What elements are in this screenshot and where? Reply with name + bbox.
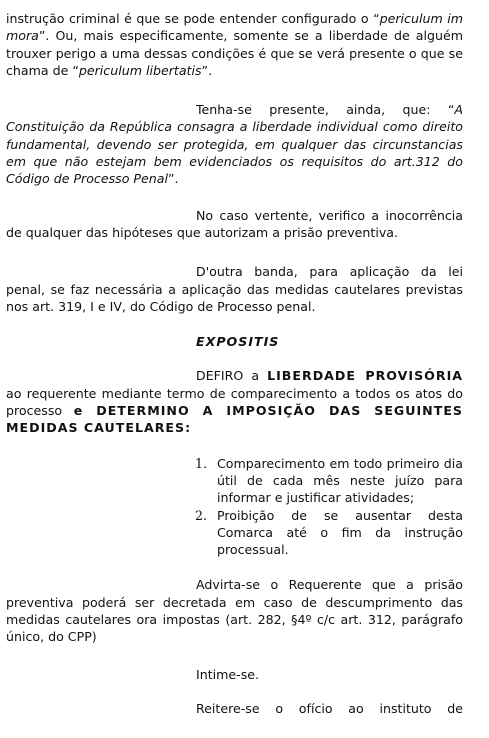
heading-text: EXPOSITIS bbox=[196, 334, 280, 350]
paragraph-advirta: Advirta-se o Requerente que a prisão preventiva poderá ser decretada em caso de descumprimento das medidas cautelares ora impostas (art. 282, §4º c/c art. 312, parágrafo único, do CPP) bbox=[6, 577, 463, 645]
list-number: 1. bbox=[195, 455, 208, 471]
list-text: Comparecimento em todo primeiro dia útil de cada mês neste juízo para informar e justificar atividades; bbox=[217, 455, 463, 506]
text-run: ”. Ou, mais especificamente, somente se a liberdade de alguém trouxer perigo a uma dessas condições é que se verá presente o que se chama de “ bbox=[6, 28, 463, 78]
italic-quote: A Constituição da República consagra a liberdade individual como direito fundamental, devendo ser protegida, em qualquer das circunstancias em que não estejam bem evidenciados os requisitos do art.312 do Código de Processo Penal bbox=[6, 102, 463, 187]
paragraph-intime: Intime-se. bbox=[196, 666, 260, 682]
paragraph-caso-vertente: No caso vertente, verifico a inocorrência de qualquer das hipóteses que autorizam a prisão preventiva. bbox=[6, 207, 463, 240]
text-run: ”. bbox=[167, 171, 179, 187]
bold-term: e DETERMINO A IMPOSIÇÃO DAS SEGUINTES MEDIDAS CAUTELARES: bbox=[6, 403, 463, 436]
list-text: Proibição de se ausentar desta Comarca até o fim da instrução processual. bbox=[217, 507, 463, 558]
list-item bbox=[195, 507, 463, 559]
text-run: Tenha-se presente, ainda, que: “ bbox=[196, 102, 455, 118]
paragraph-defiro bbox=[6, 367, 463, 436]
list-item bbox=[195, 455, 463, 507]
bold-term: LIBERDADE PROVISÓRIA bbox=[267, 368, 463, 384]
paragraph-reitere: Reitere-se o ofício ao instituto de bbox=[196, 700, 463, 716]
text-run: ao requerente mediante termo de comparecimento a todos os atos do processo bbox=[6, 385, 463, 419]
list-number: 2. bbox=[195, 507, 208, 523]
text-run: ”. bbox=[201, 62, 213, 78]
italic-term: periculum im mora bbox=[6, 11, 464, 44]
paragraph-periculum bbox=[6, 10, 463, 79]
italic-term: periculum libertatis bbox=[78, 62, 202, 78]
text-run: instrução criminal é que se pode entender configurado o “ bbox=[6, 11, 380, 26]
text-run: DEFIRO a bbox=[196, 368, 268, 384]
document-page bbox=[6, 0, 463, 717]
section-heading-expositis bbox=[6, 333, 463, 350]
measures-list bbox=[6, 455, 463, 559]
paragraph-constitution-quote bbox=[6, 101, 463, 187]
paragraph-outra-banda: D'outra banda, para aplicação da lei penal, se faz necessária a aplicação das medidas cautelares previstas nos art. 319, I e IV, do Código de Processo penal. bbox=[6, 264, 463, 314]
